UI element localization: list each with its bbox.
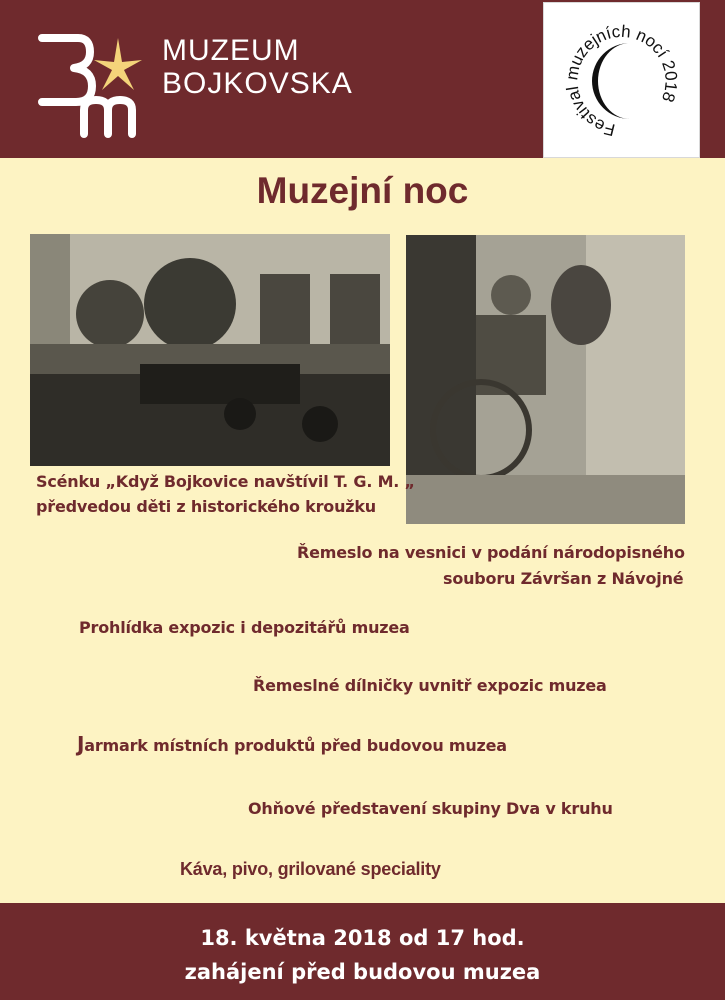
program-item-7: Káva, pivo, grilované speciality [180, 859, 441, 879]
program-item-1-line-1: Scénku „Když Bojkovice navštívil T. G. M. „ [36, 472, 415, 491]
program-item-2-line-1: Řemeslo na vesnici v podání národopisného [297, 543, 685, 562]
program-item-5-rest: armark místních produktů před budovou muzea [84, 736, 507, 755]
logo-line-1: MUZEUM [162, 34, 300, 67]
spinning-wheel-photo [406, 235, 685, 524]
program-item-1-line-2: předvedou děti z historického kroužku [36, 497, 376, 516]
program-item-4: Řemeslné dílničky uvnitř expozic muzea [253, 676, 607, 695]
3m-star-logo-icon [38, 30, 166, 140]
program-item-6: Ohňové představení skupiny Dva v kruhu [248, 799, 613, 818]
event-date: 18. května 2018 od 17 hod. [200, 926, 525, 950]
logo-line-2: BOJKOVSKA [162, 67, 353, 100]
museum-logo-text [162, 34, 353, 100]
historic-crowd-photo [30, 234, 390, 466]
program-item-3: Prohlídka expozic i depozitářů muzea [79, 618, 410, 637]
svg-text:Festival muzejních nocí 2018 [562, 22, 681, 140]
festival-badge-text: Festival muzejních nocí 2018 [562, 21, 681, 140]
header-banner [0, 0, 725, 158]
program-item-5-initial: J [77, 732, 85, 756]
festival-badge [543, 2, 700, 158]
program-item-2-line-2: souboru Závršan z Návojné [443, 569, 684, 588]
event-place: zahájení před budovou muzea [184, 960, 541, 984]
footer-banner [0, 903, 725, 1000]
crescent-moon-icon [544, 3, 699, 157]
page-title: Muzejní noc [256, 170, 469, 211]
program-item-5 [77, 732, 507, 756]
